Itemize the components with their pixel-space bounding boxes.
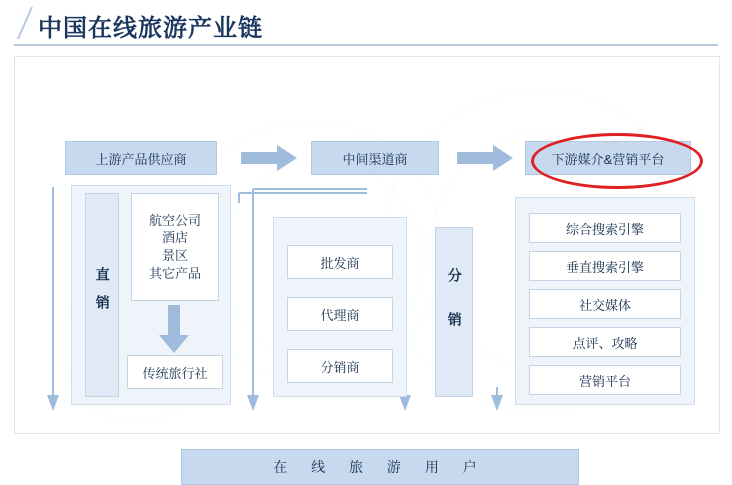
tier1-upstream-label: 上游产品供应商 bbox=[95, 151, 187, 167]
agent-label: 代理商 bbox=[320, 307, 360, 323]
page-title: 中国在线旅游产业链 bbox=[38, 15, 263, 42]
online-travel-users-bar[interactable] bbox=[181, 449, 579, 485]
upstream-products-box[interactable] bbox=[131, 193, 219, 301]
social-media-label: 社交媒体 bbox=[578, 297, 631, 313]
page-header bbox=[0, 0, 732, 46]
diagonal-slash-icon bbox=[14, 6, 36, 40]
tier1-channel-label: 中间渠道商 bbox=[342, 151, 408, 167]
marketing-platform-box[interactable] bbox=[529, 365, 681, 395]
right-arrow-icon bbox=[457, 145, 513, 171]
social-media-box[interactable] bbox=[529, 289, 681, 319]
distribution-text: 分销 bbox=[446, 268, 463, 356]
review-guide-label: 点评、攻略 bbox=[572, 335, 638, 351]
product-line: 酒店 bbox=[161, 230, 188, 246]
traditional-travel-agency-box[interactable] bbox=[127, 355, 223, 389]
down-arrow-icon bbox=[159, 305, 189, 353]
general-search-engine-label: 综合搜索引擎 bbox=[565, 221, 644, 237]
diagram-card bbox=[14, 56, 720, 475]
product-line: 其它产品 bbox=[148, 265, 201, 281]
right-arrow-icon bbox=[241, 145, 297, 171]
tier1-downstream-label: 下游媒介&营销平台 bbox=[551, 151, 665, 167]
direct-sales-text: 直销 bbox=[94, 267, 111, 323]
distributor-label: 分销商 bbox=[320, 359, 360, 375]
tier1-channel[interactable] bbox=[311, 141, 439, 175]
tier1-downstream-media[interactable] bbox=[525, 141, 691, 175]
distributor-box[interactable] bbox=[287, 349, 393, 383]
online-travel-users-label: 在 线 旅 游 用 户 bbox=[273, 459, 487, 475]
marketing-platform-label: 营销平台 bbox=[578, 373, 631, 389]
wholesaler-box[interactable] bbox=[287, 245, 393, 279]
review-guide-box[interactable] bbox=[529, 327, 681, 357]
distribution-label bbox=[435, 227, 473, 397]
traditional-travel-agency-label: 传统旅行社 bbox=[142, 365, 208, 381]
general-search-engine-box[interactable] bbox=[529, 213, 681, 243]
product-line: 航空公司 bbox=[148, 212, 201, 228]
wholesaler-label: 批发商 bbox=[320, 255, 360, 271]
vertical-search-engine-label: 垂直搜索引擎 bbox=[565, 259, 644, 275]
vertical-search-engine-box[interactable] bbox=[529, 251, 681, 281]
direct-sales-label bbox=[85, 193, 119, 397]
agent-box[interactable] bbox=[287, 297, 393, 331]
tier1-upstream-supplier[interactable] bbox=[65, 141, 217, 175]
product-line: 景区 bbox=[161, 248, 188, 263]
header-divider bbox=[14, 44, 718, 46]
